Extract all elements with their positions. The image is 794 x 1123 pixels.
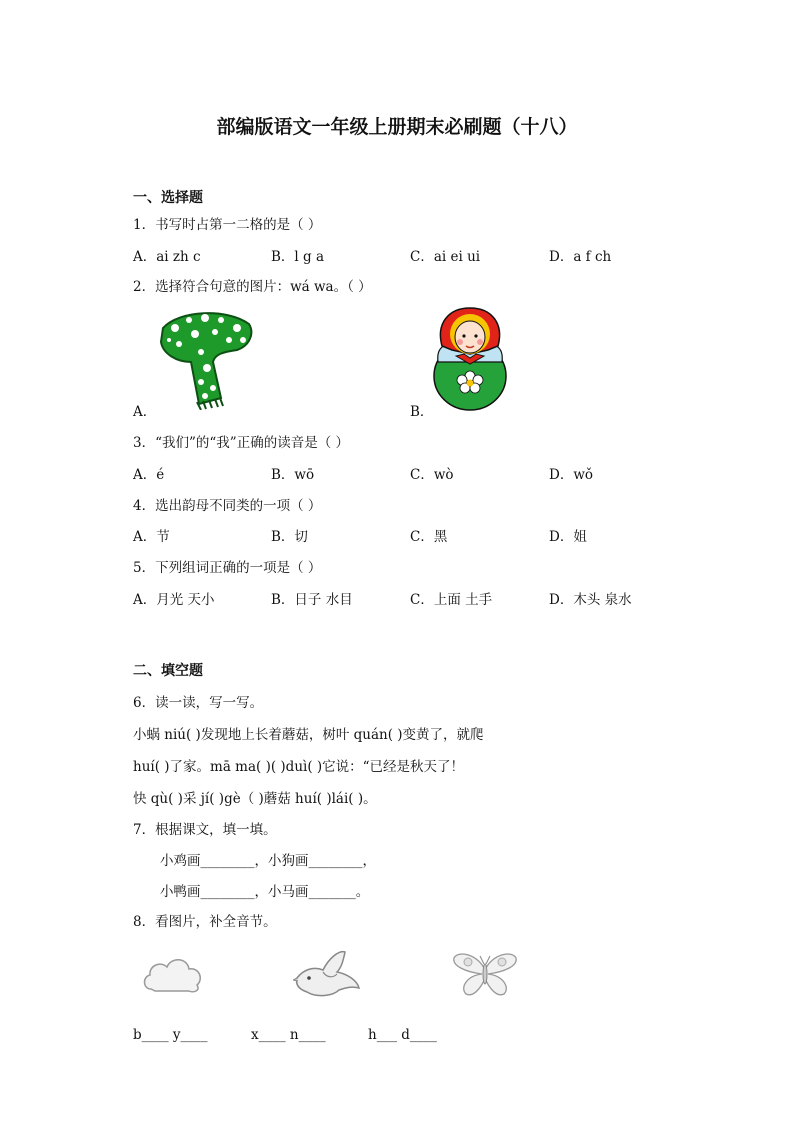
q8-blank-bird: x____ n____	[251, 1027, 326, 1043]
q3-option-b: B．wō	[271, 467, 315, 483]
q7-line-2: 小鸭画________，小马画_______。	[160, 884, 370, 900]
q3-option-a: A．é	[133, 467, 165, 483]
question-6: 6．读一读，写一写。	[133, 695, 264, 711]
q2-option-a: A．	[133, 404, 157, 420]
q5-option-a: A．月光 天小	[133, 592, 215, 608]
q1-option-d: D．a f ch	[549, 249, 612, 265]
question-8: 8．看图片，补全音节。	[133, 914, 277, 930]
butterfly-image	[452, 950, 518, 998]
section-heading-choice: 一、选择题	[133, 190, 203, 206]
q4-option-c: C．黑	[410, 529, 448, 545]
q1-option-a: A．ai zh c	[133, 249, 201, 265]
q8-blank-butterfly: h___ d____	[368, 1027, 437, 1043]
q3-option-c: C．wò	[410, 467, 454, 483]
cloud-image	[141, 953, 205, 995]
q8-blank-cloud: b____ y____	[133, 1027, 208, 1043]
q5-option-c: C．上面 土手	[410, 592, 493, 608]
q4-option-a: A．节	[133, 529, 170, 545]
q1-option-c: C．ai ei ui	[410, 249, 481, 265]
q4-option-d: D．姐	[549, 529, 587, 545]
q5-option-b: B．日子 水目	[271, 592, 353, 608]
question-2: 2．选择符合句意的图片：wá wa。（ ）	[133, 279, 372, 295]
q1-option-b: B．l g a	[271, 249, 325, 265]
question-5: 5．下列组词正确的一项是（ ）	[133, 560, 322, 576]
q3-option-d: D．wǒ	[549, 467, 594, 483]
page-title: 部编版语文一年级上册期末必刷题（十八）	[216, 116, 578, 138]
question-3: 3．“我们”的“我”正确的读音是（ ）	[133, 435, 349, 451]
q6-line-1: 小蜗 niú( )发现地上长着蘑菇，树叶 quán( )变黄了，就爬	[133, 727, 484, 743]
question-1: 1．书写时占第一二格的是（ ）	[133, 217, 322, 233]
q2-option-b: B．	[410, 404, 434, 420]
q6-line-3: 快 qù( )采 jí( )gè（ )蘑菇 huí( )lái( )。	[133, 791, 377, 807]
scarf-image	[157, 306, 257, 410]
question-4: 4．选出韵母不同类的一项（ ）	[133, 498, 322, 514]
matryoshka-doll-image	[432, 306, 508, 412]
q7-line-1: 小鸡画________，小狗画________，	[160, 853, 376, 869]
section-heading-fill: 二、填空题	[133, 663, 203, 679]
q5-option-d: D．木头 泉水	[549, 592, 632, 608]
bird-image	[293, 948, 361, 1000]
q6-line-2: huí( )了家。mā ma( )( )duì( )它说：“已经是秋天了！	[133, 759, 465, 775]
question-7: 7．根据课文，填一填。	[133, 822, 277, 838]
q4-option-b: B．切	[271, 529, 308, 545]
